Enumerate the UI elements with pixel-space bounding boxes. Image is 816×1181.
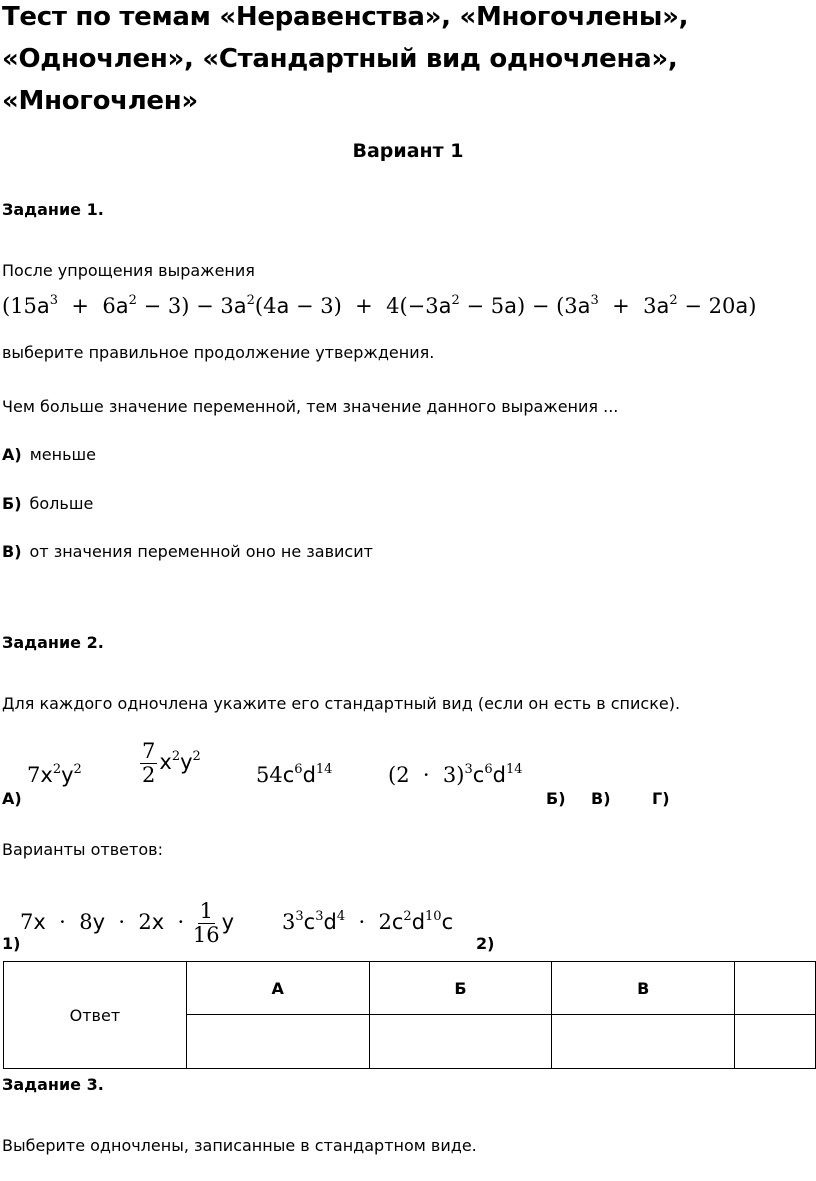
monomial-g: $(2 \cdot 3)^3c^6d^{14}$ [388, 762, 523, 787]
monomial-v: $54c^6d^{14}$ [256, 762, 333, 787]
option-letter: В) [2, 542, 22, 561]
answer-col-header-b: Б [369, 962, 552, 1015]
task-1-option-a [2, 445, 96, 464]
task-1-option-b [2, 494, 93, 513]
answers-heading: Варианты ответов: [2, 840, 163, 859]
page-title-line-2: «Одночлен», «Стандартный вид одночлена», [2, 44, 678, 74]
answer-option-1: 7x · 8y · 2x · $\frac{1}{16}$ y [20, 899, 235, 948]
variant-heading: Вариант 1 [352, 140, 464, 162]
option-letter: А) [2, 445, 22, 464]
answer-cell-g[interactable] [735, 1015, 816, 1069]
task-3-heading: Задание 3. [2, 1075, 104, 1094]
answer-option-2: $3^3c^3d^4 \cdot 2c^2d^{10}c$ [282, 909, 454, 934]
task-1-instruction: выберите правильное продолжение утверждения. [2, 343, 435, 362]
task-1-option-v [2, 542, 373, 561]
answer-row-label: Ответ [4, 962, 187, 1069]
fraction: $\frac{1}{16}$ [192, 899, 220, 948]
answer-col-header-v: В [552, 962, 735, 1015]
label-g: Г) [652, 789, 670, 808]
option-text: от значения переменной оно не зависит [29, 542, 373, 561]
task-2-intro: Для каждого одночлена укажите его стандартный вид (если он есть в списке). [2, 694, 681, 713]
option-text: больше [29, 494, 94, 513]
monomial-b: $\frac{7}{2}$ $x^2y^2$ [142, 739, 201, 788]
page-title-line-1: Тест по темам «Неравенства», «Многочлены», [2, 2, 689, 32]
answer-col-header-a: А [186, 962, 369, 1015]
fraction: $\frac{7}{2}$ [142, 739, 156, 788]
label-v: В) [591, 789, 611, 808]
task-1-intro: После упрощения выражения [2, 261, 255, 280]
answer-cell-v[interactable] [552, 1015, 735, 1069]
task-1-expression: $(15a^3 + 6a^2 - 3) - 3a^2(4a - 3) + 4(-3a^2 - 5a) - (3a^3 + 3a^2 - 20a)$ [2, 293, 757, 318]
label-a: А) [2, 789, 22, 808]
task-1-statement: Чем больше значение переменной, тем значение данного выражения ... [2, 397, 619, 416]
answer-table [3, 961, 816, 1069]
label-b: Б) [546, 789, 566, 808]
task-2-heading: Задание 2. [2, 633, 104, 652]
monomial-a: $7x^2y^2$ [27, 762, 82, 787]
page-title-line-3: «Многочлен» [2, 86, 198, 116]
answer-cell-a[interactable] [186, 1015, 369, 1069]
answer-label-1: 1) [2, 934, 21, 953]
answer-cell-b[interactable] [369, 1015, 552, 1069]
task-1-heading: Задание 1. [2, 200, 104, 219]
task-3-intro: Выберите одночлены, записанные в стандартном виде. [2, 1136, 477, 1155]
answer-col-header-g [735, 962, 816, 1015]
answer-label-2: 2) [476, 934, 495, 953]
option-text: меньше [29, 445, 96, 464]
option-letter: Б) [2, 494, 22, 513]
